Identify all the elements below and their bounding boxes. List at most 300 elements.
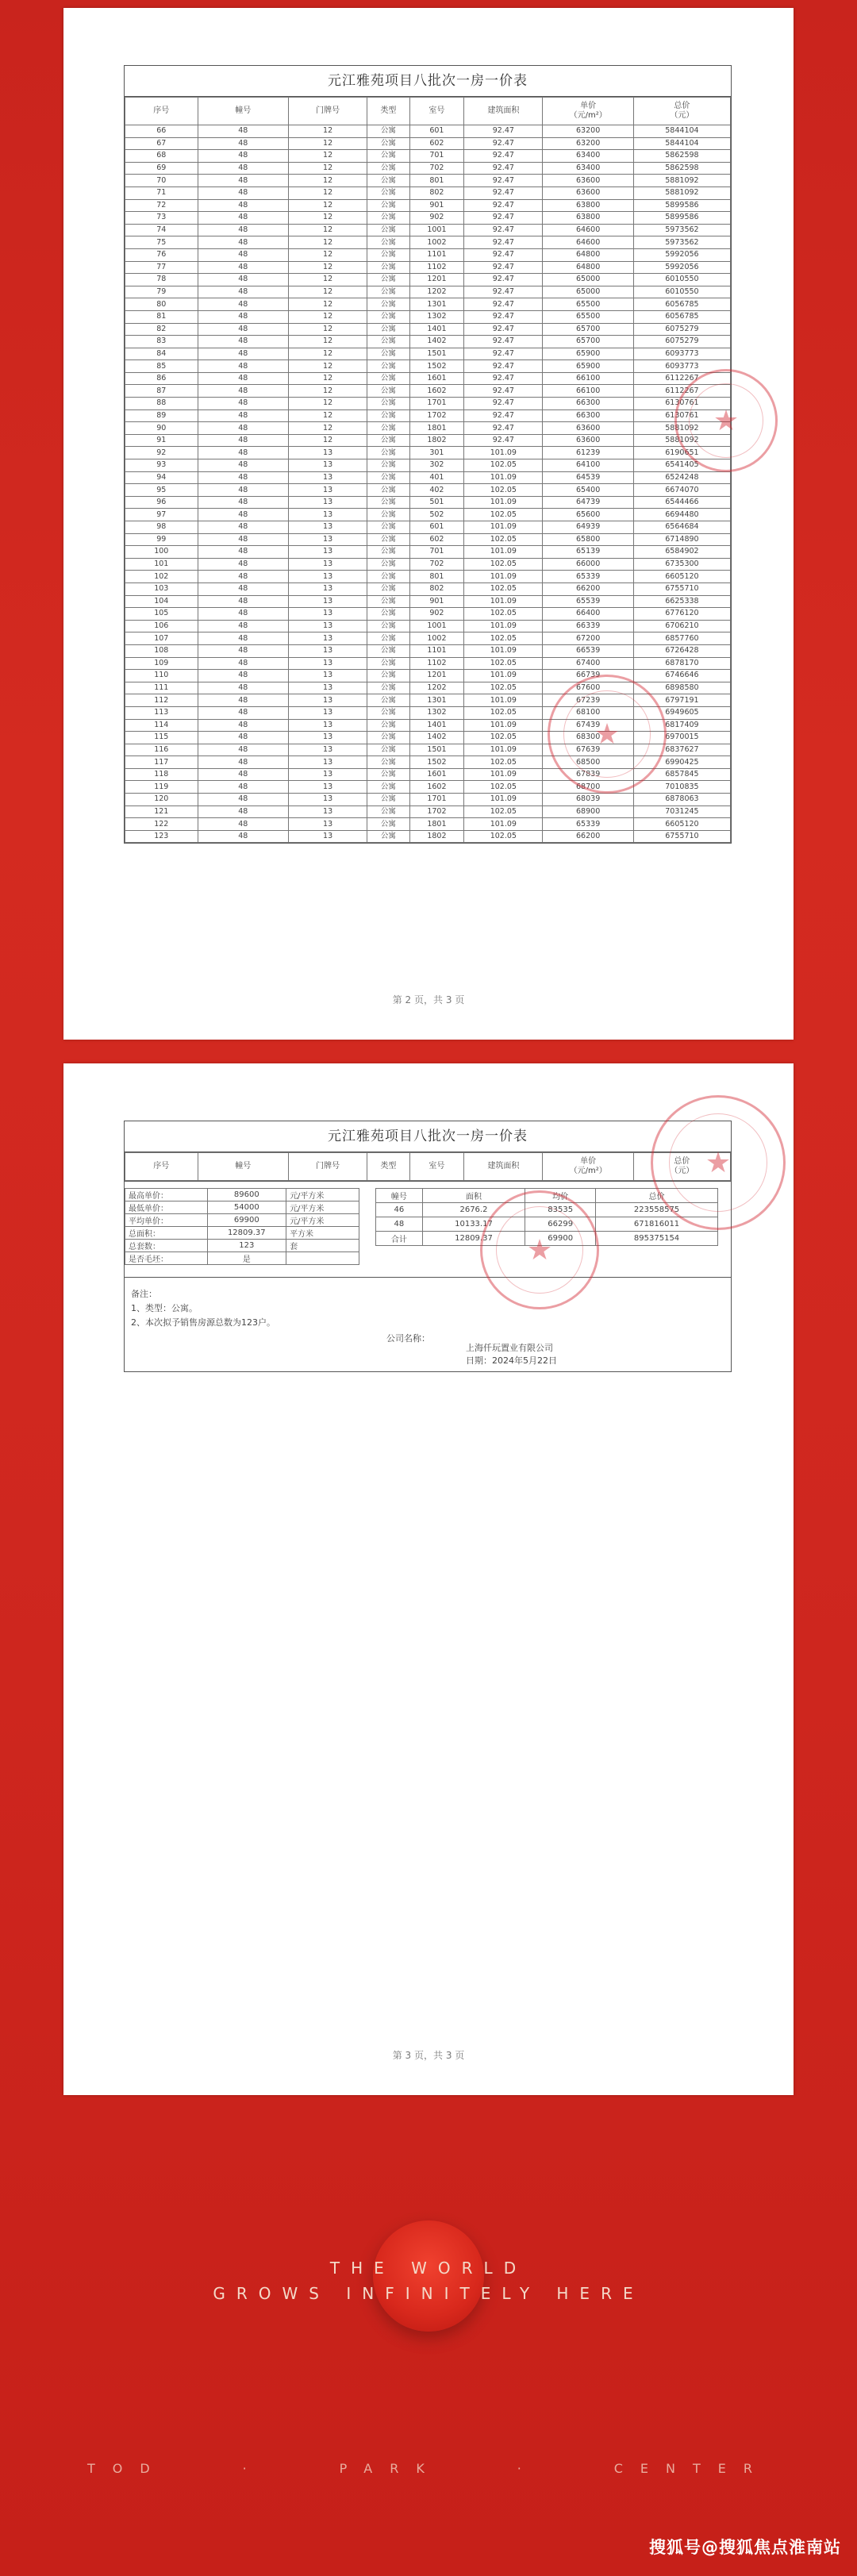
table-cell: 97 [125, 509, 198, 521]
table-cell: 公寓 [367, 571, 409, 583]
table-row [125, 150, 731, 163]
table-cell: 48 [198, 620, 288, 632]
summary-left-table [125, 1188, 359, 1265]
table-cell: 1301 [409, 694, 464, 707]
table-cell: 112 [125, 694, 198, 707]
table-cell: 48 [198, 199, 288, 212]
table-cell: 63600 [543, 434, 633, 447]
column-header: 幢号 [198, 98, 288, 125]
table-cell: 501 [409, 496, 464, 509]
table-cell: 6746646 [633, 670, 730, 682]
remark-item: 1、类型：公寓。 [131, 1303, 198, 1313]
table-cell: 12 [288, 261, 367, 274]
table-cell: 91 [125, 434, 198, 447]
table-cell: 48 [198, 670, 288, 682]
summary-section [125, 1181, 731, 1277]
table-cell: 公寓 [367, 496, 409, 509]
summary-cell: 套 [286, 1240, 359, 1252]
table-row [125, 484, 731, 497]
table-cell: 67200 [543, 632, 633, 645]
table-row [125, 248, 731, 261]
table-cell: 6857760 [633, 632, 730, 645]
table-cell: 公寓 [367, 682, 409, 694]
table-cell: 13 [288, 582, 367, 595]
table-cell: 6776120 [633, 608, 730, 621]
table-cell: 48 [198, 830, 288, 843]
table-cell: 92.47 [464, 409, 543, 422]
table-row [125, 372, 731, 385]
table-cell: 6857845 [633, 768, 730, 781]
table-cell: 68500 [543, 756, 633, 769]
table-cell: 6898580 [633, 682, 730, 694]
table-cell: 67439 [543, 719, 633, 732]
table-cell: 801 [409, 571, 464, 583]
source-watermark: 搜狐号@搜狐焦点淮南站 [649, 2538, 841, 2557]
table-cell: 701 [409, 150, 464, 163]
table-cell: 68900 [543, 805, 633, 818]
table-cell: 1001 [409, 620, 464, 632]
table-row [125, 533, 731, 546]
table-cell: 5844104 [633, 125, 730, 138]
table-row [125, 620, 731, 632]
table-cell: 公寓 [367, 398, 409, 410]
table-row [125, 471, 731, 484]
table-row [125, 385, 731, 398]
price-table-header [125, 1152, 731, 1181]
table-cell: 5862598 [633, 150, 730, 163]
table-cell: 66300 [543, 409, 633, 422]
table-cell: 101 [125, 558, 198, 571]
tagline-word: PARK [339, 2461, 442, 2476]
table-cell: 65000 [543, 286, 633, 298]
table-cell: 103 [125, 582, 198, 595]
table-cell: 63600 [543, 422, 633, 435]
table-cell: 66200 [543, 582, 633, 595]
table-cell: 1502 [409, 756, 464, 769]
table-cell: 12 [288, 385, 367, 398]
summary-row [125, 1189, 359, 1201]
summary-cell: 12809.37 [207, 1227, 286, 1240]
table-cell: 92.47 [464, 248, 543, 261]
table-cell: 12 [288, 125, 367, 138]
table-cell: 92.47 [464, 274, 543, 286]
table-cell: 401 [409, 471, 464, 484]
table-cell: 6735300 [633, 558, 730, 571]
table-cell: 96 [125, 496, 198, 509]
table-row [125, 794, 731, 806]
table-cell: 公寓 [367, 732, 409, 744]
column-header: 门牌号 [288, 1153, 367, 1181]
column-header: 室号 [409, 1153, 464, 1181]
table-cell: 101.09 [464, 794, 543, 806]
table-cell: 84 [125, 348, 198, 360]
table-cell: 6694480 [633, 509, 730, 521]
table-cell: 公寓 [367, 670, 409, 682]
table-cell: 6190651 [633, 447, 730, 459]
table-cell: 6605120 [633, 818, 730, 831]
table-cell: 402 [409, 484, 464, 497]
table-cell: 48 [198, 632, 288, 645]
table-cell: 92.47 [464, 434, 543, 447]
table-cell: 101.09 [464, 670, 543, 682]
column-header: 幢号 [198, 1153, 288, 1181]
table-cell: 13 [288, 496, 367, 509]
table-cell: 93 [125, 459, 198, 472]
summary-cell: 12809.37 [422, 1232, 525, 1246]
table-row [125, 732, 731, 744]
table-cell: 公寓 [367, 471, 409, 484]
table-cell: 6878170 [633, 657, 730, 670]
table-cell: 90 [125, 422, 198, 435]
table-cell: 公寓 [367, 261, 409, 274]
table-cell: 48 [198, 274, 288, 286]
table-row [125, 336, 731, 348]
table-cell: 48 [198, 323, 288, 336]
table-cell: 6584902 [633, 546, 730, 559]
table-cell: 1001 [409, 224, 464, 236]
table-cell: 公寓 [367, 447, 409, 459]
table-cell: 80 [125, 298, 198, 311]
table-row [125, 768, 731, 781]
summary-row [376, 1232, 718, 1246]
summary-row [125, 1240, 359, 1252]
table-cell: 65500 [543, 310, 633, 323]
table-cell: 106 [125, 620, 198, 632]
table-cell: 66100 [543, 385, 633, 398]
table-cell: 6075279 [633, 336, 730, 348]
table-cell: 65000 [543, 274, 633, 286]
table-cell: 公寓 [367, 150, 409, 163]
table-cell: 65800 [543, 533, 633, 546]
table-cell: 65339 [543, 818, 633, 831]
table-cell: 101.09 [464, 546, 543, 559]
table-cell: 公寓 [367, 521, 409, 534]
table-cell: 77 [125, 261, 198, 274]
brand-line-1: THE WORLD [329, 2259, 528, 2278]
table-cell: 73 [125, 212, 198, 225]
table-cell: 113 [125, 706, 198, 719]
table-row [125, 582, 731, 595]
table-cell: 13 [288, 818, 367, 831]
table-cell: 92.47 [464, 422, 543, 435]
table-cell: 公寓 [367, 323, 409, 336]
table-cell: 101.09 [464, 744, 543, 756]
table-cell: 105 [125, 608, 198, 621]
table-cell: 公寓 [367, 434, 409, 447]
table-cell: 5862598 [633, 162, 730, 175]
table-row [125, 644, 731, 657]
table-cell: 13 [288, 768, 367, 781]
table-cell: 61239 [543, 447, 633, 459]
table-cell: 公寓 [367, 509, 409, 521]
table-cell: 102.05 [464, 608, 543, 621]
table-cell: 65700 [543, 336, 633, 348]
table-cell: 6544466 [633, 496, 730, 509]
summary-row [125, 1252, 359, 1265]
table-cell: 48 [198, 125, 288, 138]
table-cell: 101.09 [464, 471, 543, 484]
table-cell: 公寓 [367, 224, 409, 236]
table-cell: 6112267 [633, 385, 730, 398]
table-row [125, 818, 731, 831]
table-cell: 5992056 [633, 248, 730, 261]
table-cell: 92 [125, 447, 198, 459]
table-cell: 92.47 [464, 137, 543, 150]
table-row [125, 546, 731, 559]
table-cell: 1202 [409, 286, 464, 298]
table-cell: 公寓 [367, 186, 409, 199]
table-cell: 6817409 [633, 719, 730, 732]
table-cell: 5899586 [633, 212, 730, 225]
table-cell: 92.47 [464, 125, 543, 138]
table-cell: 702 [409, 162, 464, 175]
table-cell: 68100 [543, 706, 633, 719]
table-cell: 1501 [409, 348, 464, 360]
table-cell: 48 [198, 434, 288, 447]
table-header-row [125, 1153, 731, 1181]
table-cell: 公寓 [367, 348, 409, 360]
company-label: 公司名称： [386, 1333, 430, 1344]
table-cell: 102.05 [464, 781, 543, 794]
column-header: 类型 [367, 98, 409, 125]
table-row [125, 236, 731, 249]
summary-cell: 面积 [422, 1189, 525, 1203]
table-cell: 102.05 [464, 632, 543, 645]
table-cell: 1202 [409, 682, 464, 694]
table-row [125, 137, 731, 150]
column-header: 室号 [409, 98, 464, 125]
table-cell: 公寓 [367, 546, 409, 559]
summary-cell: 66299 [525, 1217, 596, 1232]
table-cell: 101.09 [464, 694, 543, 707]
table-row [125, 632, 731, 645]
table-cell: 5973562 [633, 236, 730, 249]
table-cell: 12 [288, 162, 367, 175]
price-table-doc [124, 65, 732, 844]
table-cell: 115 [125, 732, 198, 744]
table-cell: 64800 [543, 248, 633, 261]
table-cell: 13 [288, 732, 367, 744]
table-cell: 13 [288, 509, 367, 521]
table-cell: 1802 [409, 830, 464, 843]
table-cell: 7010835 [633, 781, 730, 794]
table-cell: 48 [198, 248, 288, 261]
table-cell: 108 [125, 644, 198, 657]
table-cell: 5973562 [633, 224, 730, 236]
table-cell: 64539 [543, 471, 633, 484]
table-cell: 92.47 [464, 175, 543, 187]
summary-cell: 2676.2 [422, 1203, 525, 1217]
table-cell: 67239 [543, 694, 633, 707]
table-cell: 48 [198, 298, 288, 311]
table-cell: 48 [198, 360, 288, 373]
table-cell: 1602 [409, 781, 464, 794]
table-cell: 12 [288, 186, 367, 199]
table-cell: 公寓 [367, 830, 409, 843]
table-cell: 48 [198, 719, 288, 732]
table-row [125, 310, 731, 323]
page-footer: 第 3 页，共 3 页 [392, 2050, 465, 2061]
page-footer: 第 2 页，共 3 页 [392, 994, 465, 1005]
table-cell: 102.05 [464, 732, 543, 744]
table-cell: 102.05 [464, 756, 543, 769]
table-cell: 12 [288, 236, 367, 249]
table-cell: 48 [198, 261, 288, 274]
tagline-word: CENTER [613, 2461, 770, 2476]
table-cell: 121 [125, 805, 198, 818]
table-row [125, 447, 731, 459]
table-cell: 92.47 [464, 261, 543, 274]
table-cell: 公寓 [367, 199, 409, 212]
table-cell: 1401 [409, 719, 464, 732]
table-cell: 64600 [543, 236, 633, 249]
table-cell: 公寓 [367, 125, 409, 138]
table-cell: 48 [198, 137, 288, 150]
table-cell: 101.09 [464, 818, 543, 831]
table-cell: 公寓 [367, 484, 409, 497]
table-cell: 902 [409, 608, 464, 621]
table-cell: 公寓 [367, 212, 409, 225]
table-cell: 66100 [543, 372, 633, 385]
table-cell: 1101 [409, 644, 464, 657]
table-cell: 公寓 [367, 409, 409, 422]
table-cell: 63800 [543, 199, 633, 212]
table-cell: 86 [125, 372, 198, 385]
table-cell: 119 [125, 781, 198, 794]
table-cell: 48 [198, 409, 288, 422]
table-cell: 48 [198, 310, 288, 323]
table-row [125, 274, 731, 286]
table-cell: 13 [288, 521, 367, 534]
table-cell: 72 [125, 199, 198, 212]
table-cell: 6755710 [633, 582, 730, 595]
summary-cell: 均价 [525, 1189, 596, 1203]
table-cell: 1302 [409, 706, 464, 719]
table-cell: 公寓 [367, 298, 409, 311]
table-cell: 65400 [543, 484, 633, 497]
table-cell: 69 [125, 162, 198, 175]
table-cell: 12 [288, 199, 367, 212]
table-row [125, 805, 731, 818]
table-cell: 1501 [409, 744, 464, 756]
summary-cell: 89600 [207, 1189, 286, 1201]
table-cell: 92.47 [464, 323, 543, 336]
table-cell: 92.47 [464, 199, 543, 212]
table-cell: 87 [125, 385, 198, 398]
table-row [125, 199, 731, 212]
summary-cell: 平方米 [286, 1227, 359, 1240]
table-cell: 13 [288, 620, 367, 632]
table-cell: 65600 [543, 509, 633, 521]
table-cell: 公寓 [367, 620, 409, 632]
table-cell: 109 [125, 657, 198, 670]
column-header: 总价 （元） [633, 1153, 730, 1181]
table-cell: 6130761 [633, 409, 730, 422]
summary-cell: 幢号 [376, 1189, 423, 1203]
table-row [125, 694, 731, 707]
table-cell: 63200 [543, 137, 633, 150]
summary-cell: 是否毛坯： [125, 1252, 208, 1265]
table-cell: 12 [288, 224, 367, 236]
table-row [125, 459, 731, 472]
table-cell: 101.09 [464, 768, 543, 781]
table-cell: 6524248 [633, 471, 730, 484]
table-cell: 公寓 [367, 608, 409, 621]
table-cell: 94 [125, 471, 198, 484]
table-cell: 601 [409, 125, 464, 138]
table-cell: 48 [198, 644, 288, 657]
table-cell: 48 [198, 150, 288, 163]
table-cell: 74 [125, 224, 198, 236]
table-row [125, 125, 731, 138]
table-cell: 5844104 [633, 137, 730, 150]
table-cell: 66300 [543, 398, 633, 410]
table-cell: 101.09 [464, 595, 543, 608]
table-cell: 公寓 [367, 706, 409, 719]
table-cell: 12 [288, 323, 367, 336]
table-cell: 122 [125, 818, 198, 831]
table-cell: 1101 [409, 248, 464, 261]
table-row [125, 571, 731, 583]
table-cell: 302 [409, 459, 464, 472]
table-cell: 1801 [409, 818, 464, 831]
table-cell: 12 [288, 298, 367, 311]
table-cell: 68039 [543, 794, 633, 806]
table-cell: 48 [198, 744, 288, 756]
table-cell: 101.09 [464, 719, 543, 732]
column-header: 总价 （元） [633, 98, 730, 125]
table-cell: 102.05 [464, 484, 543, 497]
table-cell: 1601 [409, 372, 464, 385]
table-cell: 公寓 [367, 360, 409, 373]
table-cell: 65539 [543, 595, 633, 608]
table-cell: 1201 [409, 274, 464, 286]
table-cell: 802 [409, 582, 464, 595]
table-cell: 13 [288, 608, 367, 621]
table-cell: 110 [125, 670, 198, 682]
table-cell: 13 [288, 571, 367, 583]
table-cell: 6075279 [633, 323, 730, 336]
table-row [125, 509, 731, 521]
table-cell: 101.09 [464, 447, 543, 459]
table-cell: 6706210 [633, 620, 730, 632]
summary-cell: 最低单价： [125, 1201, 208, 1214]
table-cell: 116 [125, 744, 198, 756]
table-cell: 13 [288, 830, 367, 843]
table-cell: 85 [125, 360, 198, 373]
company-name: 上海仟玩置业有限公司 [466, 1343, 553, 1353]
table-cell: 83 [125, 336, 198, 348]
table-cell: 76 [125, 248, 198, 261]
table-cell: 公寓 [367, 385, 409, 398]
table-cell: 6714890 [633, 533, 730, 546]
summary-row [376, 1217, 718, 1232]
summary-cell: 671816011 [596, 1217, 718, 1232]
table-cell: 88 [125, 398, 198, 410]
table-cell: 111 [125, 682, 198, 694]
table-cell: 5881092 [633, 422, 730, 435]
column-header: 建筑面积 [464, 1153, 543, 1181]
table-cell: 92.47 [464, 372, 543, 385]
table-cell: 101.09 [464, 620, 543, 632]
summary-cell: 总套数： [125, 1240, 208, 1252]
table-cell: 63600 [543, 186, 633, 199]
column-header: 单价 （元/m²） [543, 98, 633, 125]
doc-title: 元江雅苑项目八批次一房一价表 [125, 1121, 731, 1152]
table-cell: 79 [125, 286, 198, 298]
table-cell: 48 [198, 447, 288, 459]
table-cell: 公寓 [367, 137, 409, 150]
